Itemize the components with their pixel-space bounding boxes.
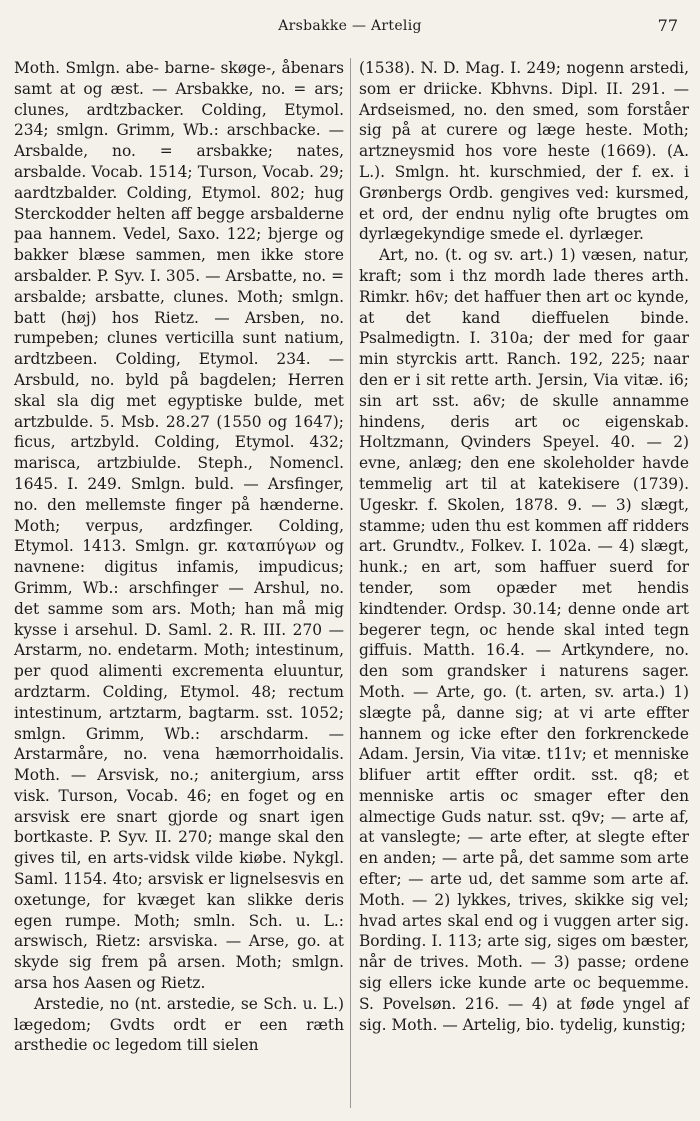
page-header: [0, 18, 700, 42]
left-entry-block-1: Moth. Smlgn. abe- barne- skøge-, åbenars samt at og æst. — Arsbakke, no. = ars; clunes, ardtzbacker. Colding, Etymol. 234; smlgn. Grimm, Wb.: arschbacke. — Arsbalde, no. = arsbakke; nates, arsbalde. Vocab. 1514; Turson, Vocab. 29; aardtzbalder. Colding, Etymol. 802; hug Sterckodder helten aff begge arsbalderne paa hannem. Vedel, Saxo. 122; bjerge og bakker blæse sammen, men ikke store arsbalder. P. Syv. I. 305. — Arsbatte, no. = arsbalde; arsbatte, clunes. Moth; smlgn. batt (høj) hos Rietz. — Arsben, no. rumpeben; clunes verticilla sunt natium, ardtzbeen. Colding, Etymol. 234. — Arsbuld, no. byld på bagdelen; Herren skal sla dig met egyptiske bulde, met artzbulde. 5. Msb. 28.27 (1550 og 1647); ficus, artzbyld. Colding, Etymol. 432; marisca, artzbiulde. Steph., Nomencl. 1645. I. 249. Smlgn. buld. — Arsfinger, no. den mellemste finger på hænderne. Moth; verpus, ardzfinger. Colding, Etymol. 1413. Smlgn. gr. καταπύγων og navnene: digitus infamis, impudicus; Grimm, Wb.: arschfinger — Arshul, no. det samme som ars. Moth; han må mig kysse i arsehul. D. Saml. 2. R. III. 270 — Arstarm, no. endetarm. Moth; intestinum, per quod alimenti excrementa eluuntur, ardztarm. Colding, Etymol. 48; rectum intestinum, artztarm, bagtarm. sst. 1052; smlgn. Grimm, Wb.: arschdarm. — Arstarmåre, no. vena hæmorrhoidalis. Moth. — Arsvisk, no.; anitergium, arss visk. Turson, Vocab. 46; en foget og en arsvisk ere snart gjorde og snart igen bortkaste. P. Syv. II. 270; mange skal den gives til, en arts-vidsk vilde kiøbe. Nykgl. Saml. 1154. 4to; arsvisk er lignelsesvis en oxetunge, for kvæget kan slikke deris egen rumpe. Moth; smln. Sch. u. L.: arswisch, Rietz: arsviska. — Arse, go. at skyde sig frem på arsen. Moth; smlgn. arsa hos Aasen og Rietz.: [14, 59, 344, 993]
column-divider: [350, 58, 351, 1108]
right-entry-block-2: Art, no. (t. og sv. art.) 1) væsen, natur, kraft; som i thz mordh lade theres arth. Rimkr. h6v; det haffuer then art oc kynde, at det kand dieffuelen binde. Psalmedigtn. I. 310a; der med for gaar min styrckis artt. Ranch. 192, 225; naar den er i sit rette arth. Jersin, Via vitæ. i6; sin art sst. a6v; de skulle annamme hindens, deris art oc eigenskab. Holtzmann, Qvinders Speyel. 40. — 2) evne, anlæg; den ene skoleholder havde temmelig art til at katekisere (1739). Ugeskr. f. Skolen, 1878. 9. — 3) slægt, stamme; uden thu est kommen aff ridders art. Grundtv., Folkev. I. 102a. — 4) slægt, hunk.; en art, som haffuer suerd for tender, som opæder met hendis kindtender. Ordsp. 30.14; denne onde art begerer tegn, oc hende skal inted tegn giffuis. Matth. 16.4. — Artkyndere, no. den som grandsker i naturens sager. Moth. — Arte, go. (t. arten, sv. arta.) 1) slægte på, danne sig; at vi arte effter hannem og icke efter den forkrenckede Adam. Jersin, Via vitæ. t11v; et menniske blifuer artit effter ordit. sst. q8; et menniske artis oc smager efter den almectige Guds natur. sst. q9v; — arte af, at vanslegte; — arte efter, at slegte efter en anden; — arte på, det samme som arte efter; — arte ud, det samme som arte af. Moth. — 2) lykkes, trives, skikke sig vel; hvad artes skal end og i vuggen arter sig. Bording. I. 113; arte sig, siges om bæster, når de trives. Moth. — 3) passe; ordene sig ellers icke kunde arte oc bequemme. S. Povelsøn. 216. — 4) at føde yngel af sig. Moth. — Artelig, bio. tydelig, kunstig;: [359, 246, 689, 1034]
page-number: 77: [657, 16, 678, 35]
left-column: [14, 58, 344, 1056]
right-entry-block-1: (1538). N. D. Mag. I. 249; nogenn arstedi, som er driicke. Kbhvns. Dipl. II. 291. — Ardseismed, no. den smed, som forståer sig på at curere og læge heste. Moth; artzneysmid hos vore heste (1669). (A. L.). Smlgn. ht. kurschmied, der f. ex. i Grønbergs Ordb. gengives ved: kursmed, et ord, der endnu nylig ofte brugtes om dyrlægekyndige smede el. dyrlæger.: [359, 59, 689, 244]
running-head: Arsbakke — Artelig: [278, 18, 422, 34]
right-column: [359, 58, 689, 1035]
left-entry-block-2: Arstedie, no (nt. arstedie, se Sch. u. L.) lægedom; Gvdts ordt er een ræth arsthedie oc legedom till sielen: [14, 994, 344, 1055]
